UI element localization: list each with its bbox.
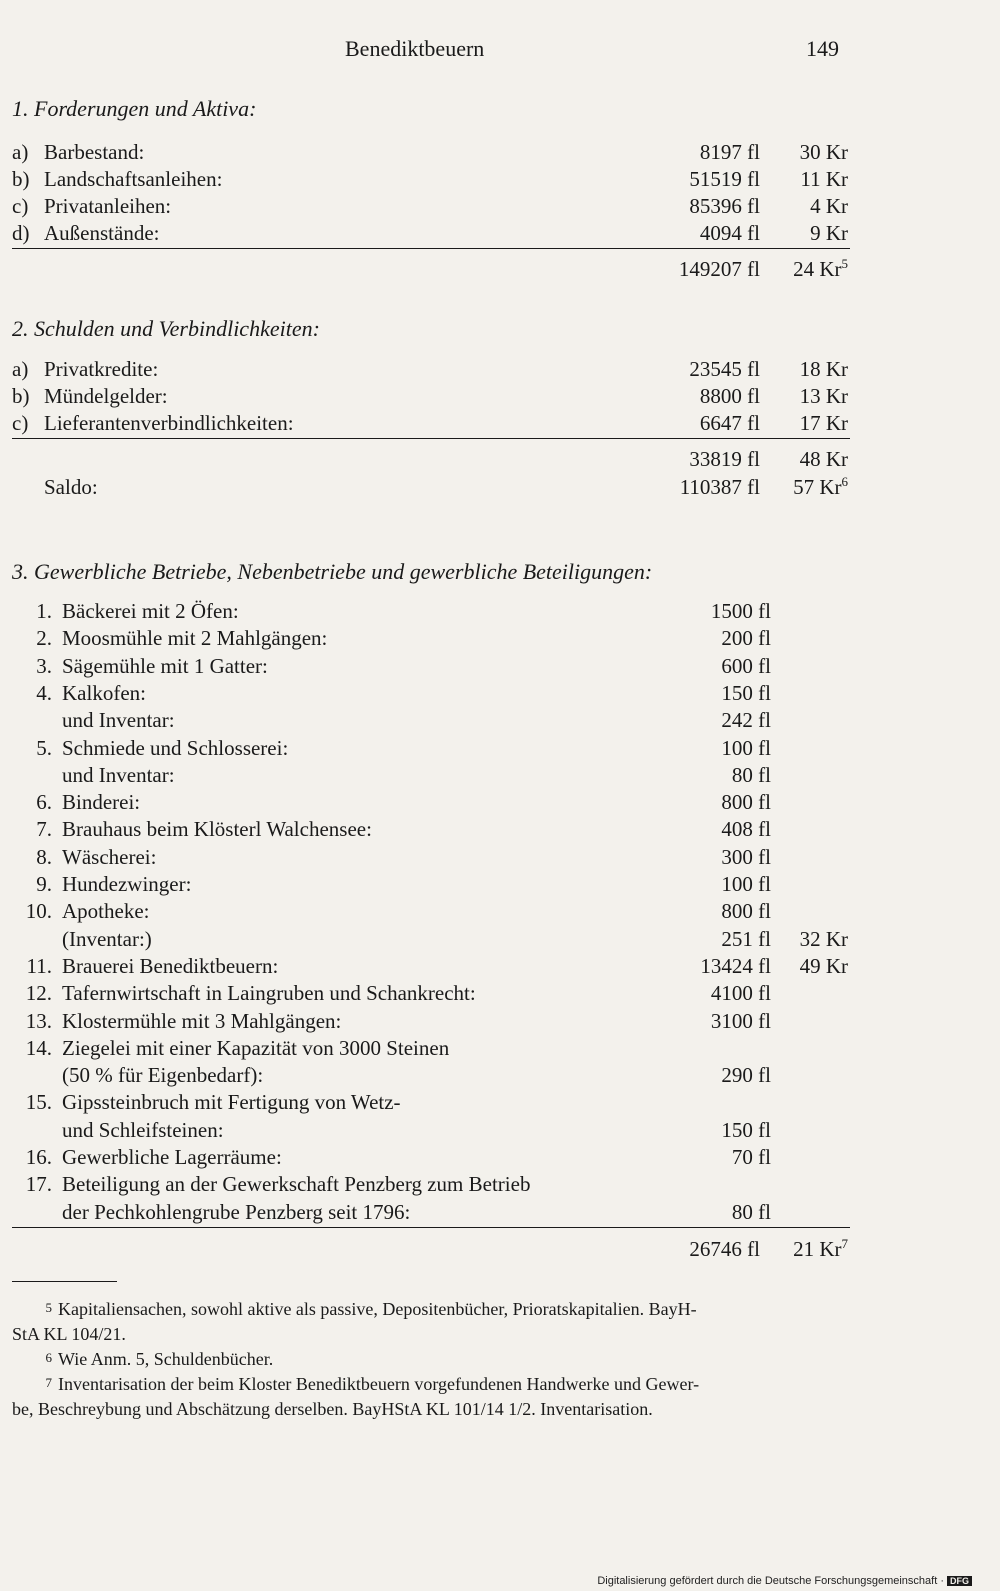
footnote-5: 5 Kapitaliensachen, sowohl aktive als passive, Depositenbücher, Prioratskapitalien. BayH- StA KL 104/21. [12,1299,697,1344]
table-row: b) Landschaftsanleihen: 51519 fl 11 Kr [12,167,848,191]
table-row: 13. Klostermühle mit 3 Mahlgängen: 3100 fl [25,1008,771,1033]
table-row: 16. Gewerbliche Lagerräume: 70 fl [25,1145,771,1169]
table-row: a) Privatkredite: 23545 fl 18 Kr [12,357,848,381]
saldo-row: Saldo: 110387 fl 57 Kr$^6$ [44,474,848,499]
table-row: 8. Wäscherei: 300 fl [36,844,771,869]
total-row: 149207 fl 24 Kr$^5$ [678,256,848,281]
table-row: und Inventar: 242 fl [62,708,771,733]
table-row: der Pechkohlengrube Penzberg seit 1796: 80 fl [62,1199,771,1224]
table-row: 11. Brauerei Benediktbeuern: 13424 fl 49 Kr [26,953,848,978]
table-row: d) Außenstände: 4094 fl 9 Kr [12,221,848,245]
table-row: a) Barbestand: 8197 fl 30 Kr [12,140,848,164]
table-row: (50 % für Eigenbedarf): 290 fl [62,1063,771,1088]
table-row: c) Lieferantenverbindlichkeiten: 6647 fl 17 Kr [12,411,848,435]
table-row: 7. Brauhaus beim Klösterl Walchensee: 408 fl [36,817,771,842]
page-number: 149 [806,36,839,61]
table-row: 15. Gipssteinbruch mit Fertigung von Wetz- [25,1090,401,1115]
table-row: und Schleifsteinen: 150 fl [62,1117,771,1142]
table-row: (Inventar:) 251 fl 32 Kr [62,926,848,951]
table-row: 12. Tafernwirtschaft in Laingruben und Schankrecht: 4100 fl [25,981,771,1006]
table-row: c) Privatanleihen: 85396 fl 4 Kr [12,194,848,218]
table-row: 5. Schmiede und Schlosserei: 100 fl [36,735,771,760]
footnote-7: 7 Inventarisation der beim Kloster Benediktbeuern vorgefundenen Handwerke und Gewer- be, Beschreybung und Abschätzung derselben. BayHStA KL 101/14 1/2. Inventarisation. [12,1374,700,1419]
table-row: 2. Moosmühle mit 2 Mahlgängen: 200 fl [36,626,771,651]
running-header-title: Benediktbeuern [345,36,485,61]
section-heading-2: 2. Schulden und Verbindlichkeiten: [12,316,320,341]
table-row: und Inventar: 80 fl [62,762,771,787]
sum-rule [12,438,850,439]
table-row: 14. Ziegelei mit einer Kapazität von 3000 Steinen [25,1035,450,1060]
table-row: 9. Hundezwinger: 100 fl [36,872,771,896]
table-row: 1. Bäckerei mit 2 Öfen: 1500 fl [36,599,771,623]
total-row: 33819 fl 48 Kr [689,447,848,471]
digitization-credit: Digitalisierung gefördert durch die Deutsche Forschungsgemeinschaft · DFG [597,1575,972,1587]
section-heading-1: 1. Forderungen und Aktiva: [12,96,257,121]
footnote-6: 6 Wie Anm. 5, Schuldenbücher. [45,1349,274,1369]
table-row: 6. Binderei: 800 fl [36,790,771,815]
table-row: 4. Kalkofen: 150 fl [36,680,771,705]
table-row: 10. Apotheke: 800 fl [25,899,771,924]
section-heading-3: 3. Gewerbliche Betriebe, Nebenbetriebe und gewerbliche Beteiligungen: [12,559,653,584]
table-row: b) Mündelgelder: 8800 fl 13 Kr [12,384,848,408]
footnote-rule [12,1281,117,1282]
sum-rule [12,248,850,249]
total-row: 26746 fl 21 Kr$^7$ [689,1236,848,1261]
dfg-logo: DFG [947,1576,972,1586]
table-row: 3. Sägemühle mit 1 Gatter: 600 fl [36,653,771,678]
sum-rule [12,1227,850,1228]
table-row: 17. Beteiligung an der Gewerkschaft Penzberg zum Betrieb [25,1172,531,1197]
